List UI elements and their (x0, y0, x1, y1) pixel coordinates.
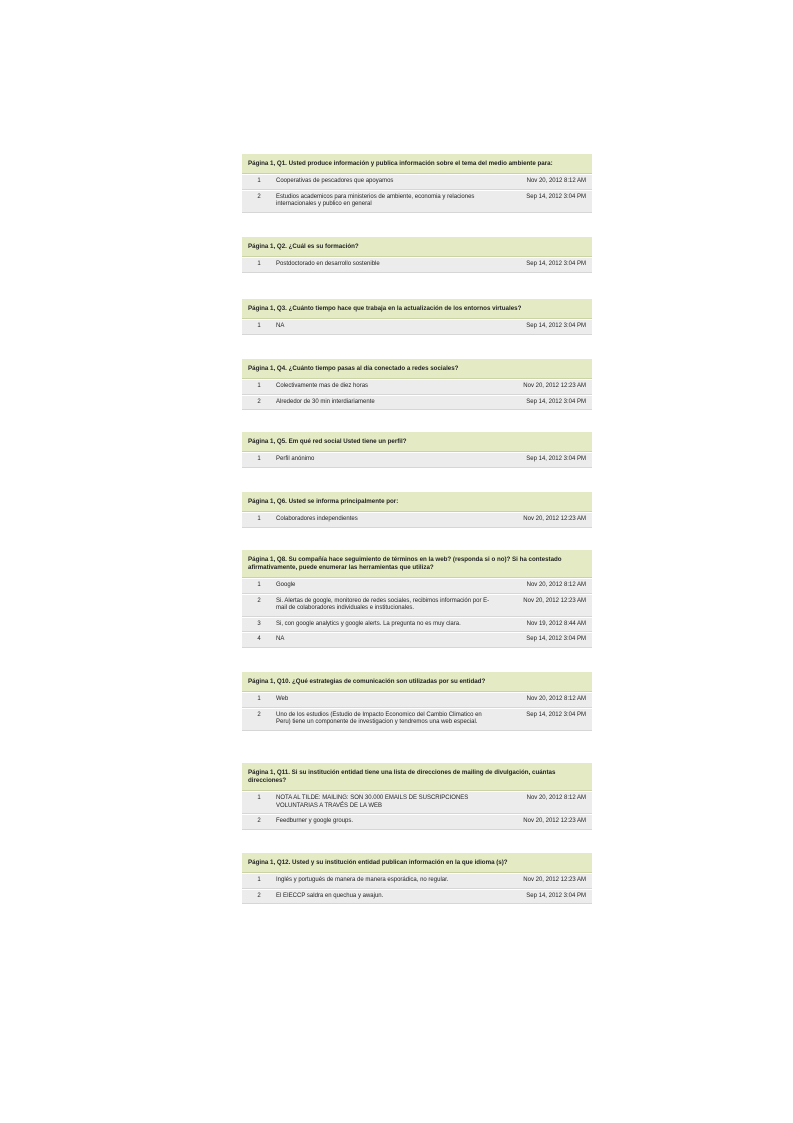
question-header: Página 1, Q2. ¿Cuál es su formación? (242, 237, 592, 257)
answer-text: Web (276, 696, 289, 702)
answer-date: Nov 20, 2012 12:23 AM (523, 818, 586, 825)
answer-date: Nov 20, 2012 8:12 AM (526, 795, 586, 801)
question-block-q3 (242, 299, 592, 335)
answer-date: Nov 20, 2012 12:23 AM (523, 597, 586, 604)
answer-row (242, 396, 592, 411)
answer-date: Sep 14, 2012 3:04 PM (526, 711, 586, 718)
answer-text: Si. Alertas de google, monitoreo de redes sociales, recibimos información por E-mail de colaboradores individuales e institucionales. (276, 597, 490, 612)
answer-date: Sep 14, 2012 3:04 PM (526, 892, 586, 899)
answer-row (242, 792, 592, 814)
question-block-q6 (242, 492, 592, 528)
answer-date: Sep 14, 2012 3:04 PM (526, 261, 586, 267)
answer-row (242, 258, 592, 273)
question-header: Página 1, Q6. Usted se informa principalmente por: (242, 492, 592, 512)
answer-date: Sep 14, 2012 3:04 PM (526, 456, 586, 462)
answer-text: NA (276, 323, 285, 329)
answer-row (242, 175, 592, 190)
answer-text: NOTA AL TILDE: MAILING: SON 30.000 EMAILS DE SUSCRIPCIONES VOLUNTARIAS A TRAVÉS DE LA WEB (276, 795, 469, 809)
question-block-q12 (242, 853, 592, 904)
answer-text: Colaboradores independientes (276, 516, 358, 522)
question-header: Página 1, Q8. Su compañía hace seguimiento de términos en la web? (responda si o no)? Si ha contestado afirmativamente, puede enumerar las herramientas que utiliza? (242, 550, 592, 578)
question-block-q1 (242, 154, 592, 213)
answer-date: Sep 14, 2012 3:04 PM (526, 323, 586, 329)
question-block-q2 (242, 237, 592, 273)
answer-date: Nov 20, 2012 12:23 AM (523, 516, 586, 522)
answer-row (242, 595, 592, 617)
question-header: Página 1, Q4. ¿Cuánto tiempo pasas al día conectado a redes sociales? (242, 359, 592, 379)
answer-number: 1 (257, 261, 261, 267)
answer-number: 1 (257, 877, 261, 883)
answer-date: Sep 14, 2012 3:04 PM (526, 398, 586, 405)
answer-text: Estudios academicos para ministerios de ambiente, economia y relaciones internacionales y publico en general (276, 193, 475, 208)
answer-text: Si, con google analytics y google alerts. La pregunta no es muy clara. (276, 620, 461, 627)
question-block-q5 (242, 432, 592, 468)
answer-date: Sep 14, 2012 3:04 PM (526, 636, 586, 643)
answer-number: 1 (257, 582, 261, 588)
answer-row (242, 618, 592, 633)
answer-number: 2 (257, 193, 261, 200)
answer-row (242, 874, 592, 889)
answer-row (242, 633, 592, 648)
answer-row (242, 815, 592, 830)
answer-date: Nov 19, 2012 8:44 AM (526, 620, 586, 627)
answer-number: 1 (257, 323, 261, 329)
question-header: Página 1, Q1. Usted produce información y publica información sobre el tema del medio ambiente para: (242, 154, 592, 174)
answer-row (242, 890, 592, 905)
answer-date: Nov 20, 2012 8:12 AM (526, 696, 586, 702)
answer-text: NA (276, 636, 285, 643)
answer-number: 2 (257, 711, 261, 718)
question-block-q4 (242, 359, 592, 410)
answer-row (242, 579, 592, 594)
question-block-q10 (242, 672, 592, 731)
answer-row (242, 320, 592, 335)
answer-row (242, 709, 592, 731)
question-header: Página 1, Q10. ¿Qué estrategias de comunicación son utilizadas por su entidad? (242, 672, 592, 692)
question-header: Página 1, Q11. Si su institución entidad tiene una lista de direcciones de mailing de divulgación, cuántas direcciones? (242, 763, 592, 791)
answer-number: 2 (257, 892, 261, 899)
answer-number: 3 (257, 620, 261, 627)
answer-number: 1 (257, 795, 261, 801)
answer-number: 2 (257, 818, 261, 825)
answer-text: Postdoctorado en desarrollo sostenible (276, 261, 380, 267)
answer-number: 2 (257, 597, 261, 604)
question-header: Página 1, Q3. ¿Cuánto tiempo hace que trabaja en la actualización de los entornos virtuales? (242, 299, 592, 319)
answer-text: Cooperativas de pescadores que apoyamos (276, 178, 394, 184)
answer-text: Alrededor de 30 min interdiariamente (276, 398, 375, 405)
answer-number: 1 (257, 516, 261, 522)
answer-text: Feedburner y google groups. (276, 818, 354, 825)
answer-row (242, 191, 592, 213)
answer-text: El EIECCP saldra en quechua y awajun. (276, 892, 384, 899)
answer-date: Nov 20, 2012 12:23 AM (523, 383, 586, 389)
answer-number: 1 (257, 696, 261, 702)
answer-text: Inglés y portugués de manera de manera esporádica, no regular. (276, 877, 449, 883)
answer-number: 1 (257, 456, 261, 462)
answer-number: 1 (257, 383, 261, 389)
answer-number: 4 (257, 636, 261, 643)
answer-row (242, 380, 592, 395)
answer-date: Sep 14, 2012 3:04 PM (526, 193, 586, 200)
answer-row (242, 513, 592, 528)
answer-text: Uno de los estudios (Estudio de Impacto Economico del Cambio Climatico en Peru) tiene un componente de investigacion y tendremos una web especial. (276, 711, 482, 726)
answer-number: 1 (257, 178, 261, 184)
question-block-q8 (242, 550, 592, 648)
answer-text: Google (276, 582, 296, 588)
answer-row (242, 693, 592, 708)
answer-date: Nov 20, 2012 12:23 AM (523, 877, 586, 883)
question-block-q11 (242, 763, 592, 830)
answer-text: Perfil anónimo (276, 456, 315, 462)
question-header: Página 1, Q12. Usted y su institución entidad publican información en la que idioma (s)? (242, 853, 592, 873)
answer-date: Nov 20, 2012 8:12 AM (526, 178, 586, 184)
question-header: Página 1, Q5. Em qué red social Usted tiene un perfil? (242, 432, 592, 452)
answer-number: 2 (257, 398, 261, 405)
answer-text: Colectivamente mas de diez horas (276, 383, 369, 389)
answer-date: Nov 20, 2012 8:12 AM (526, 582, 586, 588)
answer-row (242, 453, 592, 468)
